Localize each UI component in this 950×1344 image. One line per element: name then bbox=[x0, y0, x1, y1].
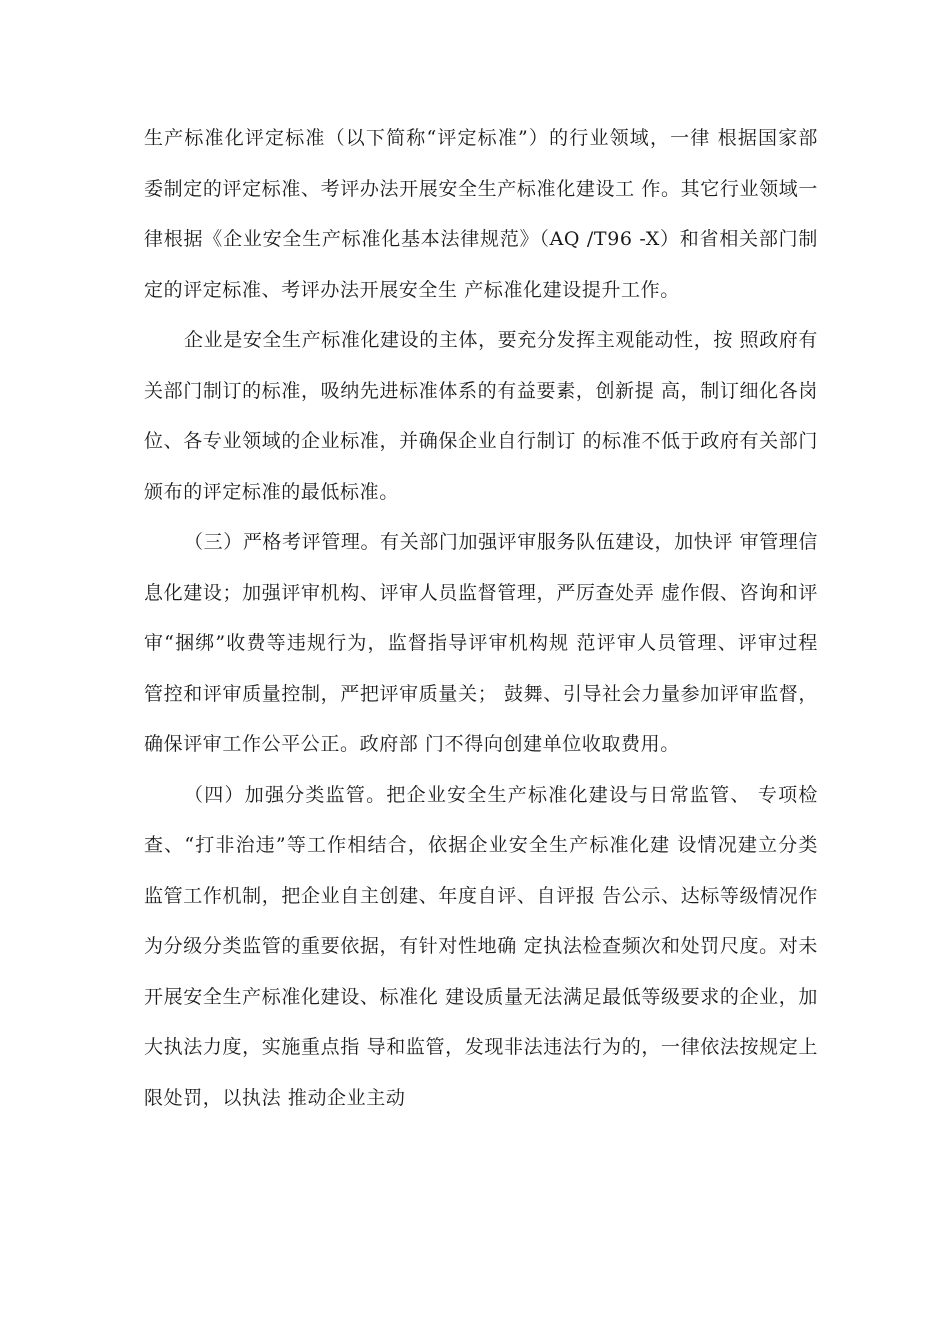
paragraph-evaluation-management: （三）严格考评管理。有关部门加强评审服务队伍建设，加快评 审管理信息化建设；加强评审机构、评审人员监督管理，严厉查处弄 虚作假、咨询和评审“捆绑”收费等违规行为，监督指导评审机构规 范评审人员管理、评审过程管控和评审质量控制，严把评审质量关； 鼓舞、引导社会力量参加评审监督，确保评审工作公平公正。政府部 门不得向创建单位收取费用。 bbox=[144, 531, 818, 755]
paragraph-classified-supervision: （四）加强分类监管。把企业安全生产标准化建设与日常监管、 专项检查、“打非治违”等工作相结合，依据企业安全生产标准化建 设情况建立分类监管工作机制，把企业自主创建、年度自评、自评报 告公示、达标等级情况作为分级分类监管的重要依据，有针对性地确 定执法检查频次和处罚尺度。对未开展安全生产标准化建设、标准化 建设质量无法满足最低等级要求的企业，加大执法力度，实施重点指 导和监管，发现非法违法行为的，一律依法按规定上限处罚，以执法 推动企业主动 bbox=[144, 783, 818, 1109]
paragraph-standards-basis: 生产标准化评定标准（以下简称“评定标准”）的行业领域，一律 根据国家部委制定的评定标准、考评办法开展安全生产标准化建设工 作。其它行业领域一律根据《企业安全生产标准化基本法律规范》（AQ /T96 -X）和省相关部门制定的评定标准、考评办法开展安全生 产标准化建设提升工作。 bbox=[144, 127, 818, 301]
paragraph-enterprise-subject: 企业是安全生产标准化建设的主体，要充分发挥主观能动性，按 照政府有关部门制订的标准，吸纳先进标准体系的有益要素，创新提 高，制订细化各岗位、各专业领域的企业标准，并确保企业自行制订 的标准不低于政府有关部门颁布的评定标准的最低标准。 bbox=[144, 329, 818, 503]
